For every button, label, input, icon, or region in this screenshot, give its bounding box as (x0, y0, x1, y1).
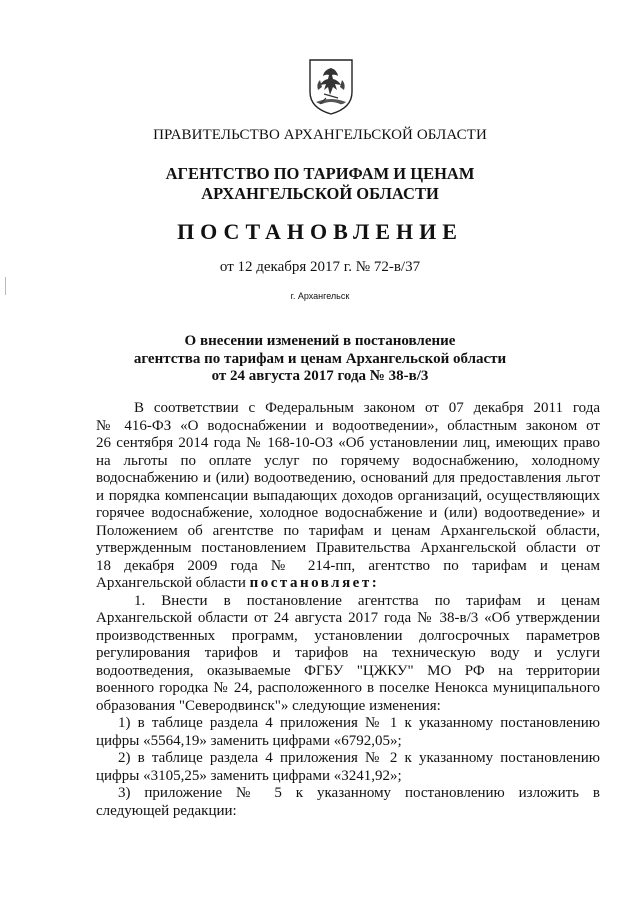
body-line: цифры «3105,25» заменить цифрами «3241,92»; (96, 767, 402, 784)
paragraph-item-1 (96, 593, 600, 716)
body-line: водоотведения, оказываемые ФГБУ "ЦЖКУ" МО РФ на территории (96, 662, 600, 679)
body-line: В соответствии с Федеральным законом от 07 декабря 2011 года (134, 400, 600, 416)
body-line: горячее водоснабжение, холодное водоснабжение и (или) водоотведение» и (96, 505, 600, 521)
paragraph-subitem-1 (96, 715, 600, 750)
document-type: ПОСТАНОВЛЕНИЕ (177, 219, 463, 244)
document-city: г. Архангельск (290, 291, 350, 301)
body-line: 1) в таблице раздела 4 приложения № 1 к указанному постановлению (118, 715, 600, 731)
document-body (96, 400, 600, 820)
body-line: Архангельской области от 24 августа 2017 года № 38-в/3 «Об утверждении (96, 610, 600, 626)
body-line: № 416-ФЗ «О водоснабжении и водоотведении», областным законом от (96, 417, 600, 434)
body-line: цифры «5564,19» заменить цифрами «6792,05»; (96, 732, 402, 749)
paragraph-subitem-2 (96, 750, 600, 785)
body-line: Положением об агентстве по тарифам и ценам Архангельской области, (96, 522, 600, 539)
agency-title-line-1: АГЕНТСТВО ПО ТАРИФАМ И ЦЕНАМ (165, 164, 475, 183)
agency-title (0, 164, 640, 204)
document-heading (0, 333, 640, 386)
body-line: 3) приложение № 5 к указанному постановлению изложить в (118, 785, 600, 801)
paragraph-subitem-3 (96, 785, 600, 820)
heading-line-3: от 24 августа 2017 года № 38-в/3 (211, 368, 429, 384)
body-line: утвержденным постановлением Правительства Архангельской области от (96, 540, 600, 556)
arkhangelsk-coat-of-arms-icon (306, 58, 356, 116)
body-line: производственных программ, установлении долгосрочных параметров (96, 627, 600, 644)
resolution-prefix: Архангельской области (96, 575, 250, 591)
body-line (96, 575, 600, 593)
body-line: 18 декабря 2009 года № 214-пп, агентство по тарифам и ценам (96, 557, 600, 574)
document-date-number: от 12 декабря 2017 г. № 72-в/37 (219, 259, 421, 275)
body-line: военного городка № 24, расположенного в поселке Ненокса муниципального (96, 680, 600, 696)
body-line: 2) в таблице раздела 4 приложения № 2 к указанному постановлению (118, 750, 600, 766)
body-line: образования "Северодвинск"» следующие изменения: (96, 697, 441, 714)
body-line: водоснабжению и (или) водоотведению, оснований для предоставления льгот (96, 470, 600, 486)
body-line: следующей редакции: (96, 802, 237, 819)
resolution-word: постановляет: (249, 575, 380, 591)
heading-line-2: агентства по тарифам и ценам Архангельской области (133, 350, 507, 367)
margin-mark (5, 277, 6, 295)
heading-line-1: О внесении изменений в постановление (184, 333, 456, 349)
government-title: ПРАВИТЕЛЬСТВО АРХАНГЕЛЬСКОЙ ОБЛАСТИ (153, 127, 487, 143)
body-line: и порядка компенсации выпадающих доходов организаций, осуществляющих (96, 487, 600, 504)
body-line: 1. Внести в постановление агентства по тарифам и ценам (134, 592, 600, 609)
body-line: на льготы по оплате услуг по горячему водоснабжению, холодному (96, 452, 600, 469)
body-line: регулирования тарифов и тарифов на техническую воду и услуги (96, 645, 600, 661)
paragraph-preamble (96, 400, 600, 593)
body-line: 26 сентября 2014 года № 168-10-ОЗ «Об установлении лиц, имеющих право (96, 435, 600, 451)
agency-title-line-2: АРХАНГЕЛЬСКОЙ ОБЛАСТИ (201, 184, 439, 203)
